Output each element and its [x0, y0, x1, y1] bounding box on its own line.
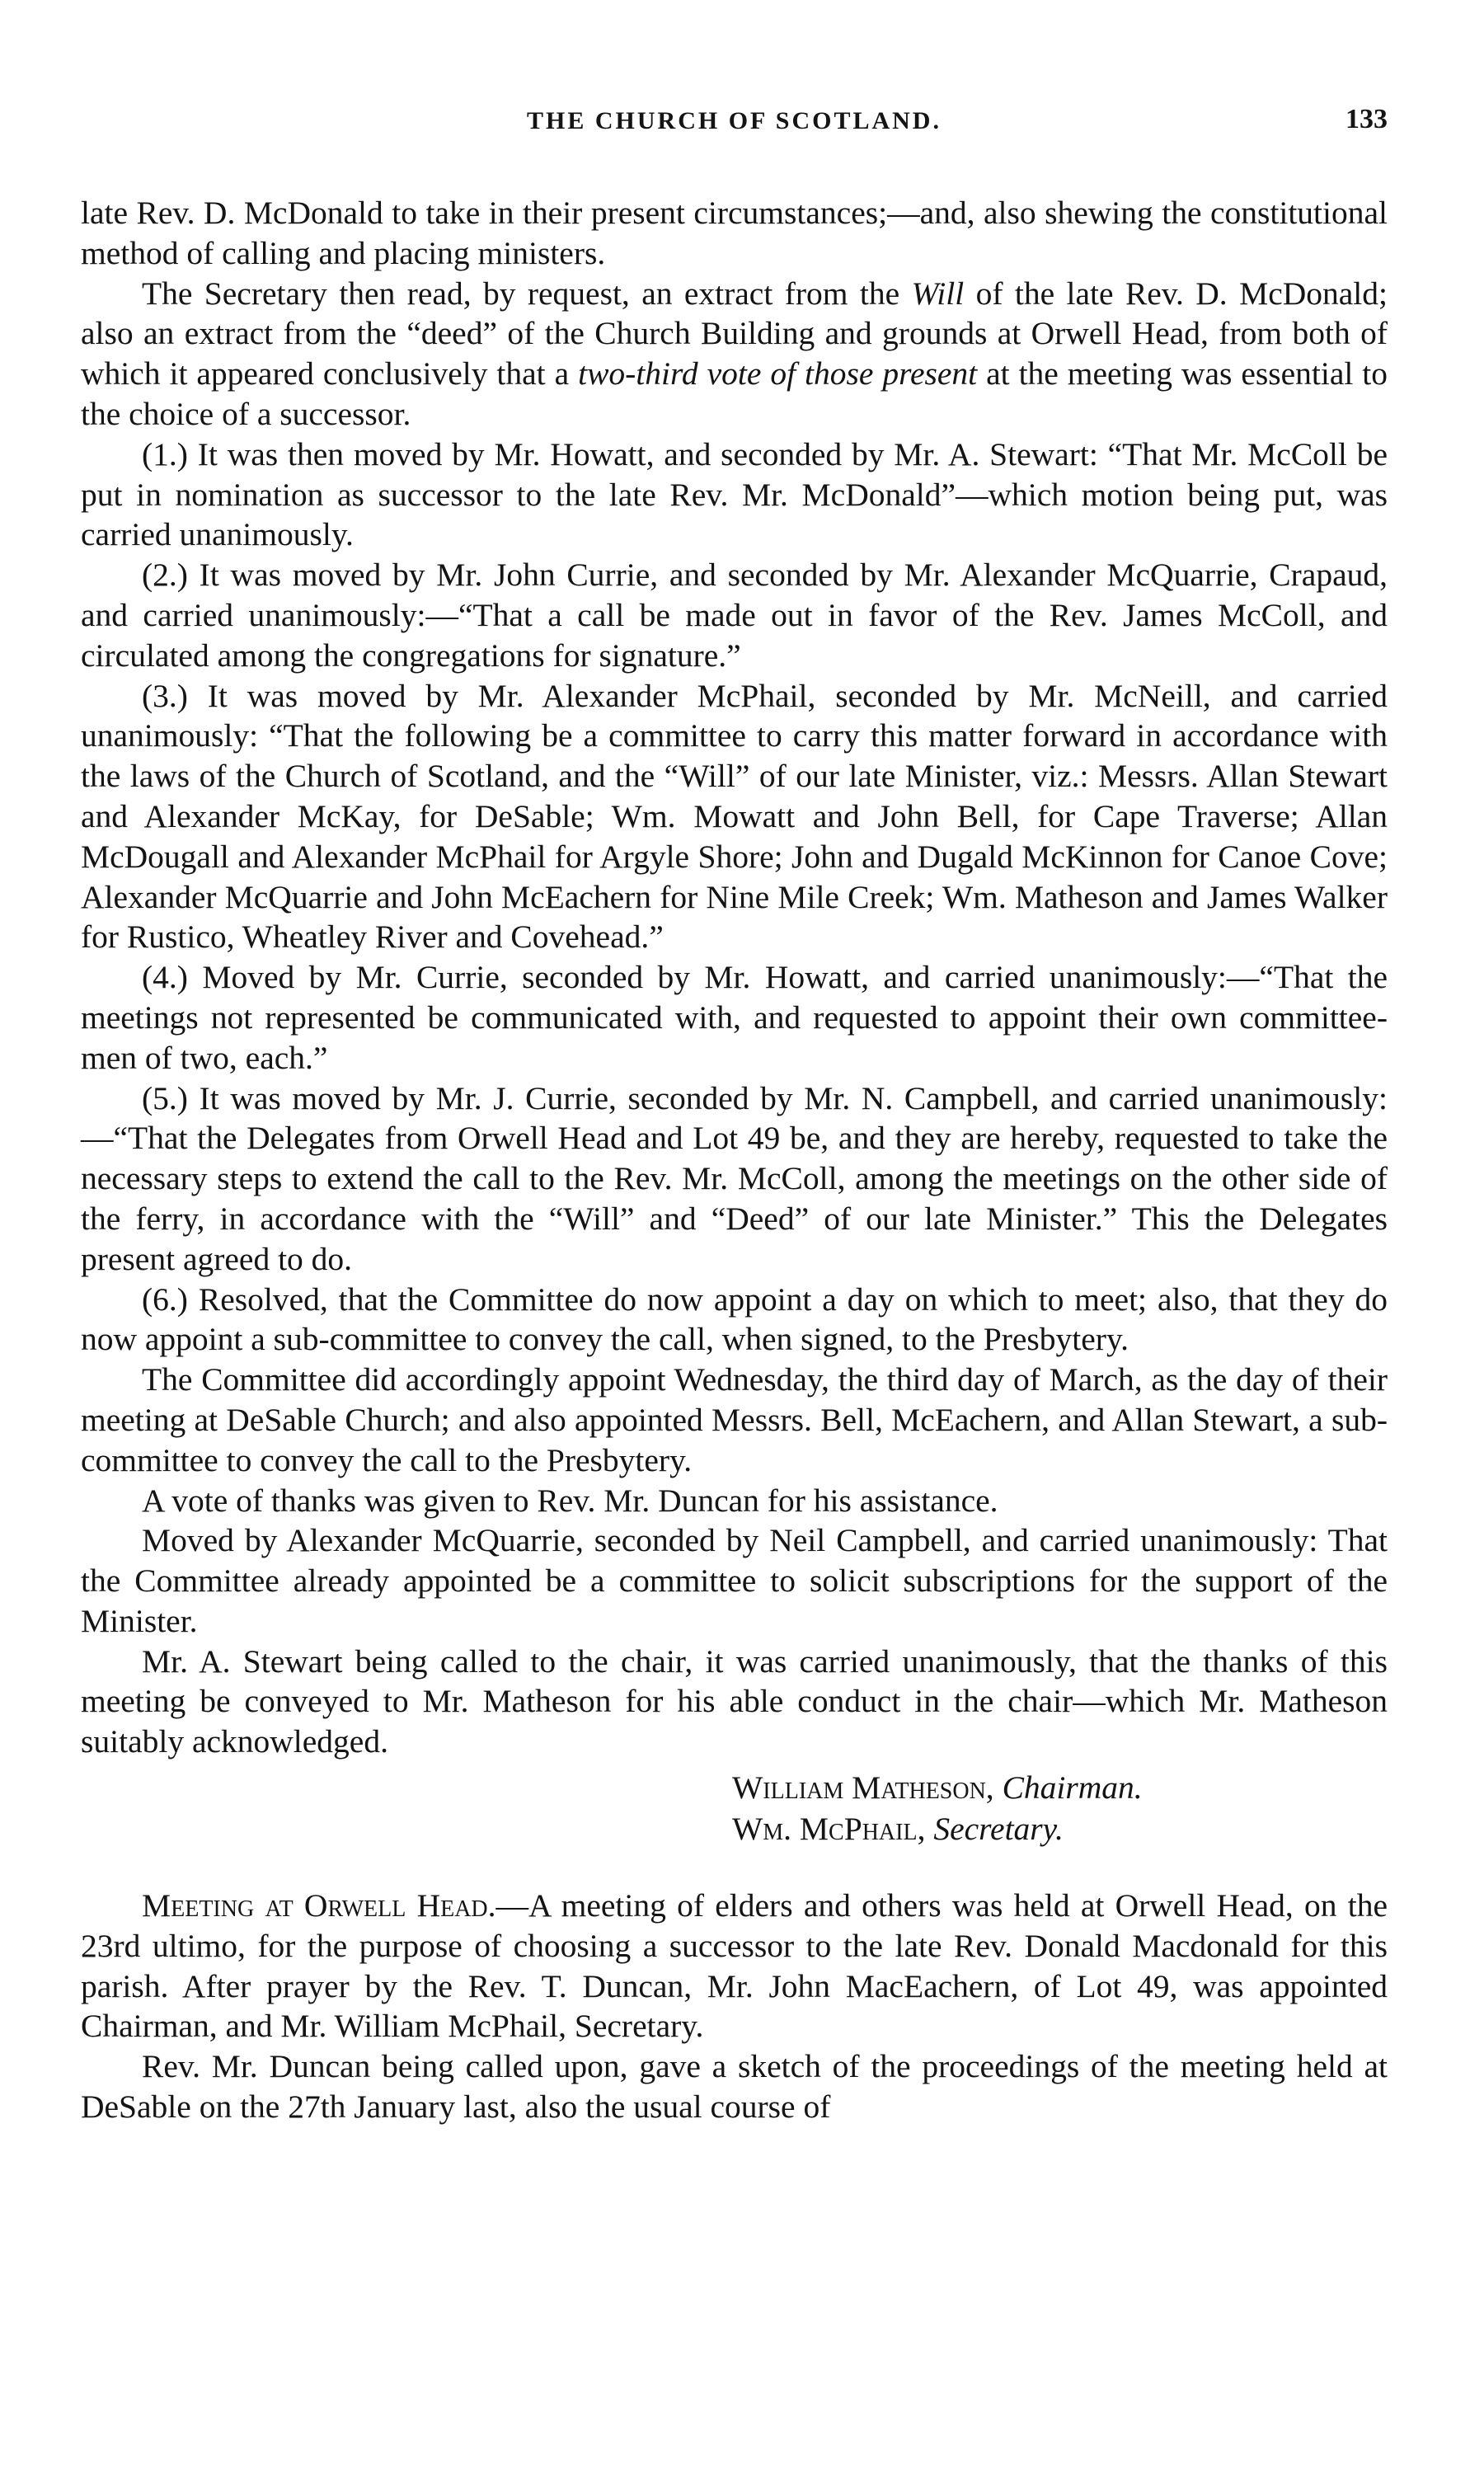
- text-run: at the meeting was essential to the choice of a successor.: [81, 355, 1388, 432]
- paragraph-chair-thanks: Mr. A. Stewart being called to the chair, it was carried unanimously, that the thanks of this meeting be conveyed to Mr. Matheson for his able conduct in the chair—which Mr. Matheson suitably acknowledged.: [81, 1642, 1388, 1760]
- paragraph-motion-5: (5.) It was moved by Mr. J. Currie, seconded by Mr. N. Campbell, and carried unanimously:—“That the Delegates from Orwell Head and Lot 49 be, and they are hereby, requested to take the necessary steps to extend the call to the Rev. Mr. McColl, among the meetings on the other side of the ferry, in accordance with the “Will” and “Deed” of our late Minister.” This the Delegates present agreed to do.: [81, 1079, 1388, 1277]
- paragraph-orwell-head-meeting: [81, 1886, 1388, 2046]
- paragraph-motion-4: (4.) Moved by Mr. Currie, seconded by Mr. Howatt, and carried unanimously:—“That the meetings not represented be communicated with, and requested to appoint their own committee-men of two, each.”: [81, 959, 1388, 1076]
- paragraph-continuation: late Rev. D. McDonald to take in their present circumstances;—and, also shewing the constitutional method of calling and placing ministers.: [81, 195, 1388, 271]
- page-number: 133: [1345, 104, 1388, 134]
- paragraph-duncan-sketch: Rev. Mr. Duncan being called upon, gave a sketch of the proceedings of the meeting held at DeSable on the 27th January last, also the usual course of: [81, 2048, 1388, 2126]
- book-page: [81, 104, 1388, 2127]
- italic-vote-requirement: two-third vote of those present: [578, 355, 978, 392]
- paragraph-subscriptions: Moved by Alexander McQuarrie, seconded by Neil Campbell, and carried unanimously: That the Committee already appointed be a committee to solicit subscriptions for the support of the Minister.: [81, 1522, 1388, 1639]
- minutes-body: [81, 193, 1388, 2127]
- running-title: THE CHURCH OF SCOTLAND.: [527, 107, 942, 134]
- paragraph-motion-3: (3.) It was moved by Mr. Alexander McPhail, seconded by Mr. McNeill, and carried unanimously: “That the following be a committee to carry this matter forward in accordance with the laws of the Church of Scotland, and the “Will” of our late Minister, viz.: Messrs. Allan Stewart and Alexander McKay, for DeSable; Wm. Mowatt and John Bell, for Cape Traverse; Allan McDougall and Alexander McPhail for Argyle Shore; John and Dugald McKinnon for Canoe Cove; Alexander McQuarrie and John McEachern for Nine Mile Creek; Wm. Matheson and James Walker for Rustico, Wheatley River and Covehead.”: [81, 677, 1388, 956]
- paragraph-committee-meeting: The Committee did accordingly appoint Wednesday, the third day of March, as the day of their meeting at DeSable Church; and also appointed Messrs. Bell, McEachern, and Allan Stewart, a sub-committee to convey the call to the Presbytery.: [81, 1361, 1388, 1478]
- paragraph-secretary-extract: [81, 274, 1388, 435]
- italic-will: Will: [911, 275, 965, 312]
- signatory-role: Secretary.: [933, 1811, 1064, 1848]
- paragraph-motion-6: (6.) Resolved, that the Committee do now appoint a day on which to meet; also, that they do now appoint a sub-committee to convey the call, when signed, to the Presbytery.: [81, 1280, 1388, 1358]
- text-run: —A meeting of elders and others was held at Orwell Head, on the 23rd ultimo, for the purpose of choosing a successor to the late Rev. Donald Macdonald for this parish. After prayer by the Rev. T. Duncan, Mr. John MacEachern, of Lot 49, was appointed Chairman, and Mr. William McPhail, Secretary.: [81, 1887, 1388, 2045]
- signature-secretary: [81, 1808, 1388, 1849]
- text-run: of the late Rev. D. McDonald; also an extract from the “deed” of the Church Building and grounds at Orwell Head, from both of which it appeared conclusively that a: [81, 275, 1388, 392]
- signatory-role: Chairman.: [1002, 1769, 1143, 1806]
- paragraph-motion-1: (1.) It was then moved by Mr. Howatt, and seconded by Mr. A. Stewart: “That Mr. McColl be put in nomination as successor to the late Rev. Mr. McDonald”—which motion being put, was carried unanimously.: [81, 435, 1388, 553]
- running-head: [81, 104, 1388, 157]
- paragraph-motion-2: (2.) It was moved by Mr. John Currie, and seconded by Mr. Alexander McQuarrie, Crapaud, and carried unanimously:—“That a call be made out in favor of the Rev. James McColl, and circulated among the congregations for signature.”: [81, 557, 1388, 674]
- signature-block: [81, 1767, 1388, 1849]
- paragraph-vote-of-thanks: A vote of thanks was given to Rev. Mr. Duncan for his assistance.: [142, 1482, 998, 1519]
- signatory-name: William Matheson,: [732, 1769, 994, 1806]
- signatory-name: Wm. McPhail,: [732, 1811, 926, 1848]
- text-run: The Secretary then read, by request, an extract from the: [142, 275, 912, 312]
- signature-chairman: [81, 1767, 1388, 1808]
- section-heading: Meeting at Orwell Head.: [142, 1887, 496, 1924]
